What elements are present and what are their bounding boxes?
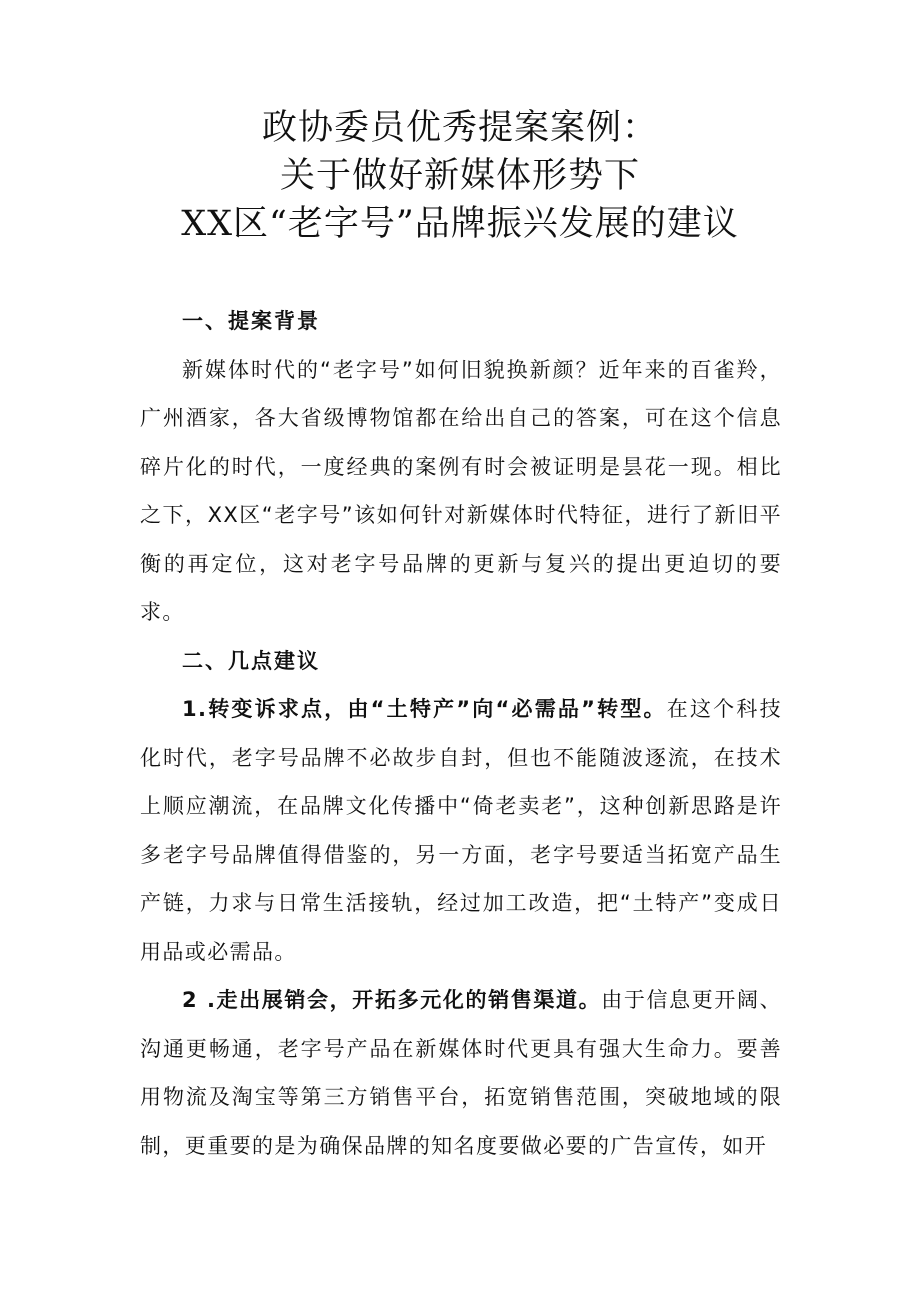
suggestion-item-2: [140, 976, 782, 1170]
title-line-3: XX区“老字号”品牌振兴发展的建议: [181, 204, 739, 244]
suggestion-1-lead: 1.转变诉求点，由“土特产”向“必需品”转型。: [182, 697, 667, 721]
document-body: [140, 297, 782, 1170]
suggestion-2-text: 由于信息更开阔、沟通更畅通，老字号产品在新媒体时代更具有强大生命力。要善用物流及淘宝等第三方销售平台，拓宽销售范围，突破地域的限制，更重要的是为确保品牌的知名度要做必要的广告宣传，如开: [140, 988, 783, 1158]
title-line-2: 关于做好新媒体形势下: [279, 156, 640, 196]
document-title: [0, 104, 920, 248]
section-heading-background: 一、提案背景: [182, 309, 320, 333]
suggestion-1-text: 在这个科技化时代，老字号品牌不必故步自封，但也不能随波逐流，在技术上顺应潮流，在品牌文化传播中“倚老卖老”，这种创新思路是许多老字号品牌值得借鉴的，另一方面，老字号要适当拓宽产品生产链，力求与日常生活接轨，经过加工改造，把“土特产”变成日用品或必需品。: [140, 697, 782, 964]
suggestion-2-lead: 2 .走出展销会，开拓多元化的销售渠道。: [182, 988, 602, 1012]
section-heading-suggestions: 二、几点建议: [182, 648, 320, 673]
suggestion-item-1: [140, 685, 782, 976]
background-paragraph: 新媒体时代的“老字号”如何旧貌换新颜？近年来的百雀羚，广州酒家，各大省级博物馆都在给出自己的答案，可在这个信息碎片化的时代，一度经典的案例有时会被证明是昙花一现。相比之下，XX区“老字号”该如何针对新媒体时代特征，进行了新旧平衡的再定位，这对老字号品牌的更新与复兴的提出更迫切的要求。: [140, 357, 782, 624]
title-line-1: 政协委员优秀提案案例：: [261, 108, 658, 148]
